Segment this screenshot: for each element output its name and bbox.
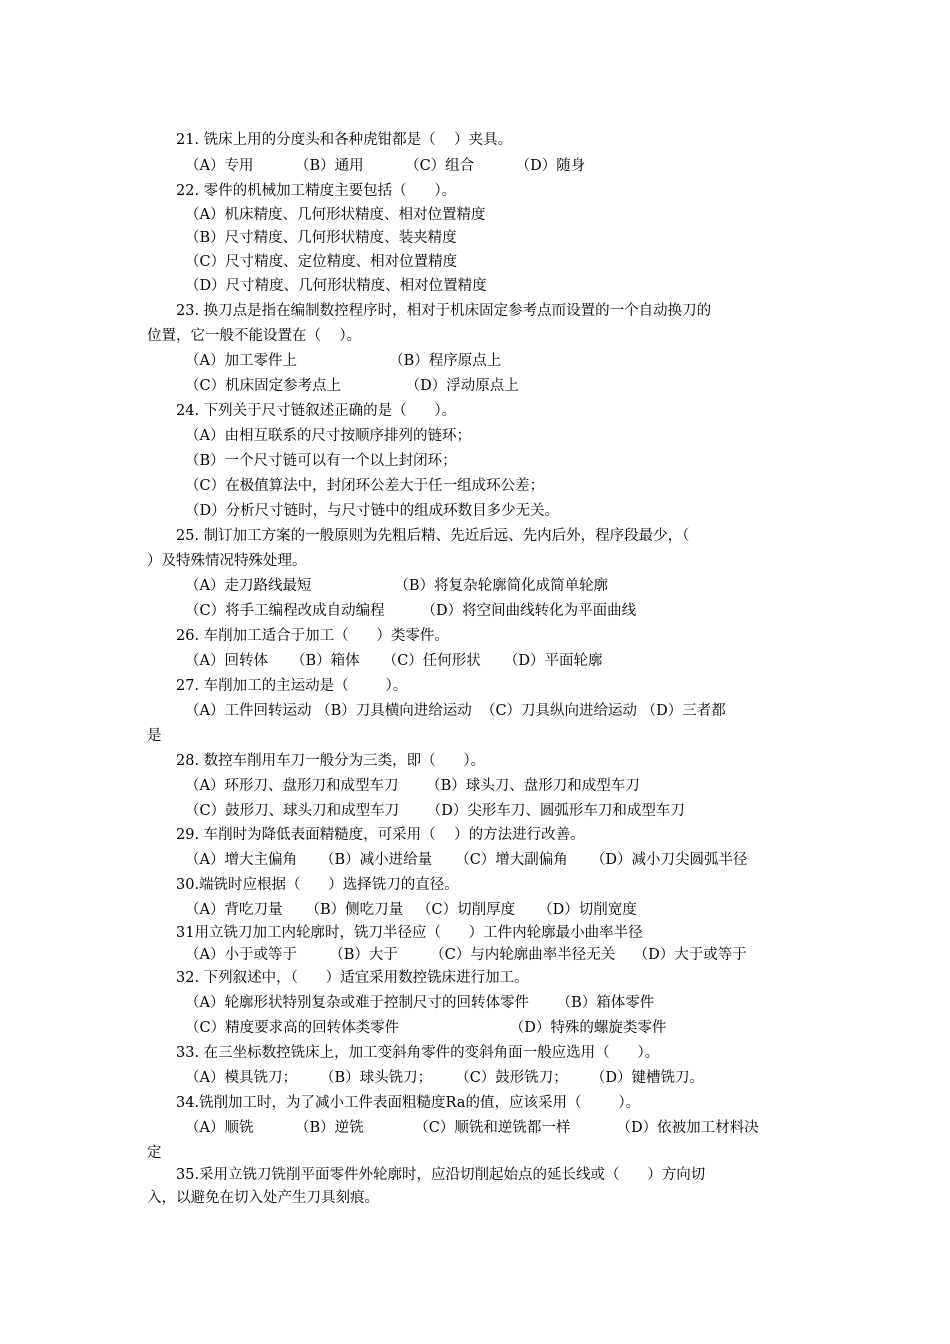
option-24-a: （A）由相互联系的尺寸按顺序排列的链环； [185, 428, 471, 444]
option-22-c: （C）尺寸精度、定位精度、相对位置精度 [185, 254, 458, 270]
option-22-a: （A）机床精度、几何形状精度、相对位置精度 [185, 207, 486, 223]
option-24-c: （C）在极值算法中，封闭环公差大于任一组成环公差； [185, 478, 545, 494]
option-22-d: （D）尺寸精度、几何形状精度、相对位置精度 [185, 278, 487, 294]
question-35-cont: 入，以避免在切入处产生刀具刻痕。 [147, 1190, 379, 1206]
options-27: （A）工件回转运动 （B）刀具横向进给运动 （C）刀具纵向进给运动 （D）三者都 [185, 703, 726, 719]
options-21: （A）专用 （B）通用 （C）组合 （D）随身 [185, 158, 586, 174]
question-30: 30.端铣时应根据（ ）选择铣刀的直径。 [176, 877, 459, 893]
option-24-d: （D）分析尺寸链时，与尺寸链中的组成环数目多少无关。 [185, 503, 560, 519]
options-32-cd: （C）精度要求高的回转体类零件 （D）特殊的螺旋类零件 [185, 1020, 667, 1036]
question-29: 29. 车削时为降低表面精糙度，可采用（ ）的方法进行改善。 [176, 827, 585, 843]
question-34: 34.铣削加工时，为了减小工件表面粗糙度Ra的值，应该采用（ ）。 [176, 1095, 641, 1111]
question-33: 33. 在三坐标数控铣床上，加工变斜角零件的变斜角面一般应选用（ ）。 [176, 1045, 660, 1061]
question-35: 35.采用立铣刀铣削平面零件外轮廓时，应沿切削起始点的延长线或（ ）方向切 [176, 1167, 706, 1183]
options-27-cont: 是 [147, 728, 162, 744]
options-26: （A）回转体 （B）箱体 （C）任何形状 （D）平面轮廓 [185, 653, 603, 669]
options-28-cd: （C）鼓形刀、球头刀和成型车刀 （D）尖形车刀、圆弧形车刀和成型车刀 [185, 803, 685, 819]
question-27: 27. 车削加工的主运动是（ ）。 [176, 678, 408, 694]
options-23-cd: （C）机床固定参考点上 （D）浮动原点上 [185, 378, 519, 394]
option-22-b: （B）尺寸精度、几何形状精度、装夹精度 [185, 230, 457, 246]
question-31: 31用立铣刀加工内轮廓时，铣刀半径应（ ）工件内轮廓最小曲率半径 [176, 925, 643, 941]
question-26: 26. 车削加工适合于加工（ ）类零件。 [176, 628, 449, 644]
question-23-cont: 位置，它一般不能设置在（ ）。 [147, 328, 362, 344]
options-34-cont: 定 [147, 1145, 162, 1161]
options-23-ab: （A）加工零件上 （B）程序原点上 [185, 353, 502, 369]
options-25-cd: （C）将手工编程改成自动编程 （D）将空间曲线转化为平面曲线 [185, 603, 637, 619]
question-24: 24. 下列关于尺寸链叙述正确的是（ ）。 [176, 403, 457, 419]
options-28-ab: （A）环形刀、盘形刀和成型车刀 （B）球头刀、盘形刀和成型车刀 [185, 778, 640, 794]
question-32: 32. 下列叙述中，（ ）适宜采用数控铣床进行加工。 [176, 970, 529, 986]
options-30: （A）背吃刀量 （B）侧吃刀量 （C）切削厚度 （D）切削宽度 [185, 902, 637, 918]
options-32-ab: （A）轮廓形状特别复杂或难于控制尺寸的回转体零件 （B）箱体零件 [185, 995, 655, 1011]
question-28: 28. 数控车削用车刀一般分为三类，即（ ）。 [176, 753, 486, 769]
question-25-cont: ）及特殊情况特殊处理。 [147, 553, 307, 569]
question-22: 22. 零件的机械加工精度主要包括（ ）。 [176, 183, 457, 199]
options-29: （A）增大主偏角 （B）减小进给量 （C）增大副偏角 （D）减小刀尖圆弧半径 [185, 852, 748, 868]
options-31: （A）小于或等于 （B）大于 （C）与内轮廓曲率半径无关 （D）大于或等于 [185, 947, 747, 963]
question-21: 21. 铣床上用的分度头和各种虎钳都是（ ）夹具。 [176, 132, 513, 148]
options-34: （A）顺铣 （B）逆铣 （C）顺铣和逆铣都一样 （D）依被加工材料决 [185, 1120, 759, 1136]
option-24-b: （B）一个尺寸链可以有一个以上封闭环； [185, 453, 457, 469]
question-23: 23. 换刀点是指在编制数控程序时，相对于机床固定参考点而设置的一个自动换刀的 [176, 303, 712, 319]
question-25: 25. 制订加工方案的一般原则为先粗后精、先近后远、先内后外，程序段最少，（ [176, 528, 690, 544]
options-25-ab: （A）走刀路线最短 （B）将复杂轮廓简化成简单轮廓 [185, 578, 609, 594]
options-33: （A）模具铣刀； （B）球头铣刀； （C）鼓形铣刀； （D）键槽铣刀。 [185, 1070, 704, 1086]
